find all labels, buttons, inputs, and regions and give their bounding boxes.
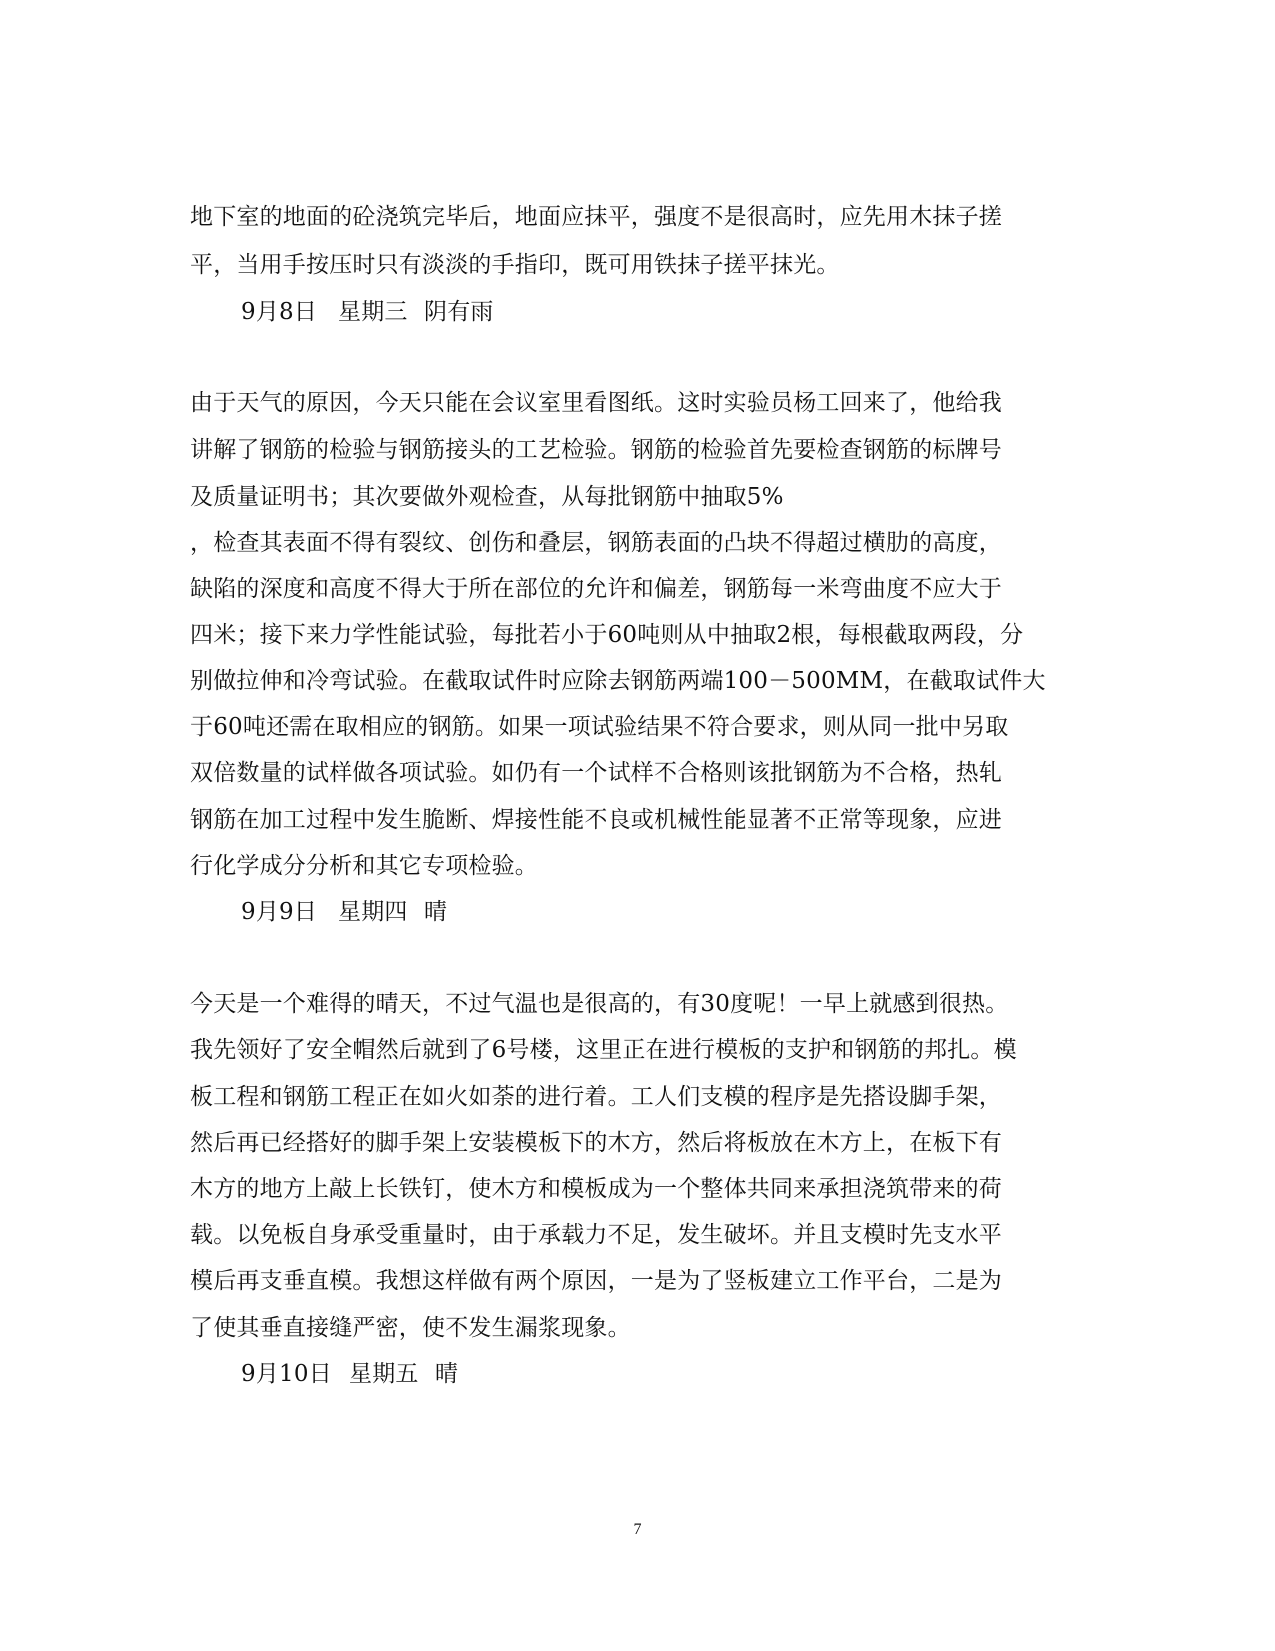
page-number: 7 (633, 1521, 642, 1538)
diary-weekday: 星期五 (349, 1361, 419, 1387)
diary-date: 9月8日 (241, 299, 318, 325)
paragraph-line: 我先领好了安全帽然后就到了6号楼，这里正在进行模板的支护和钢筋的邦扎。模 (190, 1037, 1017, 1063)
diary-weekday: 星期三 (338, 299, 408, 325)
paragraph-line: 了使其垂直接缝严密，使不发生漏浆现象。 (190, 1315, 631, 1341)
diary-weekday: 星期四 (338, 899, 408, 925)
paragraph-line: 由于天气的原因，今天只能在会议室里看图纸。这时实验员杨工回来了，他给我 (190, 390, 1002, 416)
paragraph-line: 缺陷的深度和高度不得大于所在部位的允许和偏差，钢筋每一米弯曲度不应大于 (190, 576, 1002, 602)
paragraph-line: 板工程和钢筋工程正在如火如荼的进行着。工人们支模的程序是先搭设脚手架， (190, 1084, 1002, 1110)
diary-date: 9月10日 (241, 1361, 332, 1387)
paragraph-line: 及质量证明书；其次要做外观检查，从每批钢筋中抽取5% (190, 484, 784, 510)
paragraph-line: 双倍数量的试样做各项试验。如仍有一个试样不合格则该批钢筋为不合格，热轧 (190, 760, 1002, 786)
paragraph-line: ，检查其表面不得有裂纹、创伤和叠层，钢筋表面的凸块不得超过横肋的高度， (190, 530, 1002, 556)
diary-weather: 晴 (435, 1361, 459, 1387)
paragraph-line: 四米；接下来力学性能试验，每批若小于60吨则从中抽取2根，每根截取两段，分 (190, 622, 1024, 648)
paragraph-line: 于60吨还需在取相应的钢筋。如果一项试验结果不符合要求，则从同一批中另取 (190, 714, 1009, 740)
paragraph-line: 今天是一个难得的晴天，不过气温也是很高的，有30度呢！一早上就感到很热。 (190, 991, 1009, 1017)
diary-date-heading (241, 1359, 458, 1389)
paragraph-line: 载。以免板自身承受重量时，由于承载力不足，发生破坏。并且支模时先支水平 (190, 1222, 1002, 1248)
diary-date-heading (241, 297, 494, 327)
diary-date: 9月9日 (241, 899, 318, 925)
paragraph-line: 讲解了钢筋的检验与钢筋接头的工艺检验。钢筋的检验首先要检查钢筋的标牌号 (190, 437, 1002, 463)
diary-date-heading (241, 897, 447, 927)
paragraph-line: 模后再支垂直模。我想这样做有两个原因，一是为了竖板建立工作平台，二是为 (190, 1268, 1002, 1294)
paragraph-line: 平，当用手按压时只有淡淡的手指印，既可用铁抹子搓平抹光。 (190, 252, 840, 278)
paragraph-line: 行化学成分分析和其它专项检验。 (190, 853, 538, 879)
paragraph-line: 然后再已经搭好的脚手架上安装模板下的木方，然后将板放在木方上，在板下有 (190, 1130, 1002, 1156)
paragraph-line: 别做拉伸和冷弯试验。在截取试件时应除去钢筋两端100－500MM，在截取试件大 (190, 668, 1046, 694)
paragraph-line: 地下室的地面的砼浇筑完毕后，地面应抹平，强度不是很高时，应先用木抹子搓 (190, 204, 1002, 230)
diary-weather: 阴有雨 (424, 299, 494, 325)
paragraph-line: 钢筋在加工过程中发生脆断、焊接性能不良或机械性能显著不正常等现象，应进 (190, 807, 1002, 833)
paragraph-line: 木方的地方上敲上长铁钉，使木方和模板成为一个整体共同来承担浇筑带来的荷 (190, 1176, 1002, 1202)
diary-weather: 晴 (424, 899, 448, 925)
